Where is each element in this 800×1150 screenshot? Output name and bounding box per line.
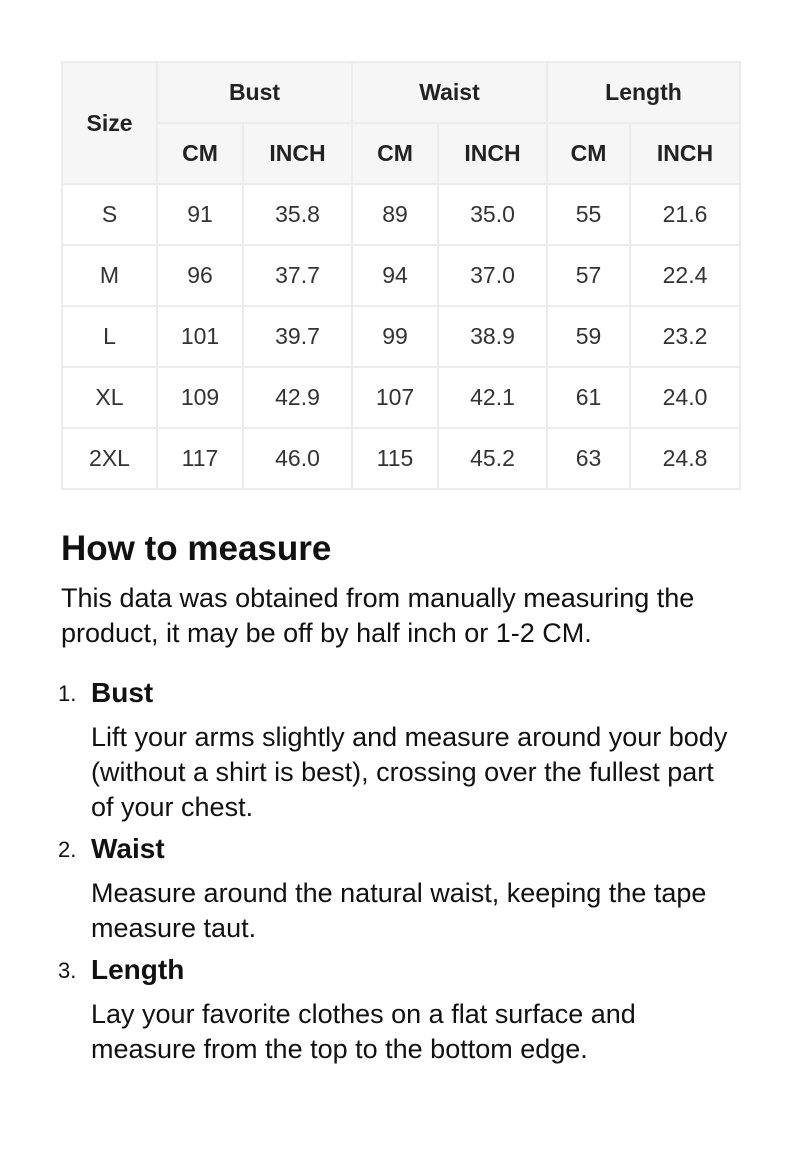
step-text-waist: Measure around the natural waist, keeping the tape measure taut. [91, 878, 707, 943]
bust-inch-cell: 35.8 [243, 184, 352, 245]
step-title-bust: Bust [91, 677, 154, 708]
step-text-bust: Lift your arms slightly and measure around your body (without a shirt is best), crossing over the fullest part of your chest. [91, 722, 728, 822]
bust-inch-cell: 39.7 [243, 306, 352, 367]
length-inch-cell: 24.0 [630, 367, 740, 428]
waist-group-header: Waist [352, 62, 547, 123]
list-item [58, 831, 739, 946]
list-item [58, 675, 739, 825]
step-title-waist: Waist [91, 833, 165, 864]
waist-inch-cell: 42.1 [438, 367, 547, 428]
table-row [62, 245, 740, 306]
size-cell: 2XL [62, 428, 157, 489]
bust-cm-cell: 101 [157, 306, 243, 367]
step-text-length: Lay your favorite clothes on a flat surface and measure from the top to the bottom edge. [91, 999, 636, 1064]
bust-group-header: Bust [157, 62, 352, 123]
bust-cm-cell: 96 [157, 245, 243, 306]
size-column-header: Size [62, 62, 157, 184]
table-row [62, 367, 740, 428]
measure-steps-list [58, 675, 739, 1067]
size-cell: M [62, 245, 157, 306]
waist-cm-cell: 115 [352, 428, 438, 489]
header-unit-row [62, 123, 740, 184]
waist-cm-cell: 107 [352, 367, 438, 428]
length-cm-cell: 57 [547, 245, 630, 306]
length-inch-header: INCH [630, 123, 740, 184]
waist-cm-header: CM [352, 123, 438, 184]
measure-intro-text: This data was obtained from manually measuring the product, it may be off by half inch or 1-2 CM. [61, 583, 695, 648]
bust-cm-cell: 117 [157, 428, 243, 489]
size-guide-page [58, 61, 739, 1073]
bust-inch-header: INCH [243, 123, 352, 184]
length-inch-cell: 23.2 [630, 306, 740, 367]
list-item [58, 952, 739, 1067]
length-cm-cell: 63 [547, 428, 630, 489]
size-cell: XL [62, 367, 157, 428]
waist-inch-cell: 45.2 [438, 428, 547, 489]
bust-inch-cell: 37.7 [243, 245, 352, 306]
table-row [62, 428, 740, 489]
step-number: 1. [58, 681, 77, 706]
bust-cm-header: CM [157, 123, 243, 184]
waist-inch-cell: 38.9 [438, 306, 547, 367]
length-inch-cell: 22.4 [630, 245, 740, 306]
bust-inch-cell: 42.9 [243, 367, 352, 428]
waist-cm-cell: 99 [352, 306, 438, 367]
table-body [62, 184, 740, 489]
length-inch-cell: 24.8 [630, 428, 740, 489]
bust-cm-cell: 91 [157, 184, 243, 245]
length-inch-cell: 21.6 [630, 184, 740, 245]
waist-cm-cell: 89 [352, 184, 438, 245]
length-cm-cell: 59 [547, 306, 630, 367]
waist-inch-cell: 37.0 [438, 245, 547, 306]
table-row [62, 306, 740, 367]
bust-cm-cell: 109 [157, 367, 243, 428]
table-row [62, 184, 740, 245]
waist-inch-header: INCH [438, 123, 547, 184]
length-group-header: Length [547, 62, 740, 123]
length-cm-cell: 55 [547, 184, 630, 245]
header-group-row [62, 62, 740, 123]
bust-inch-cell: 46.0 [243, 428, 352, 489]
step-number: 3. [58, 958, 77, 983]
step-title-length: Length [91, 954, 185, 985]
table-header [62, 62, 740, 184]
length-cm-header: CM [547, 123, 630, 184]
step-number: 2. [58, 837, 77, 862]
waist-cm-cell: 94 [352, 245, 438, 306]
how-to-measure-heading: How to measure [61, 529, 332, 568]
waist-inch-cell: 35.0 [438, 184, 547, 245]
size-cell: L [62, 306, 157, 367]
size-cell: S [62, 184, 157, 245]
size-chart-table [61, 61, 741, 490]
length-cm-cell: 61 [547, 367, 630, 428]
